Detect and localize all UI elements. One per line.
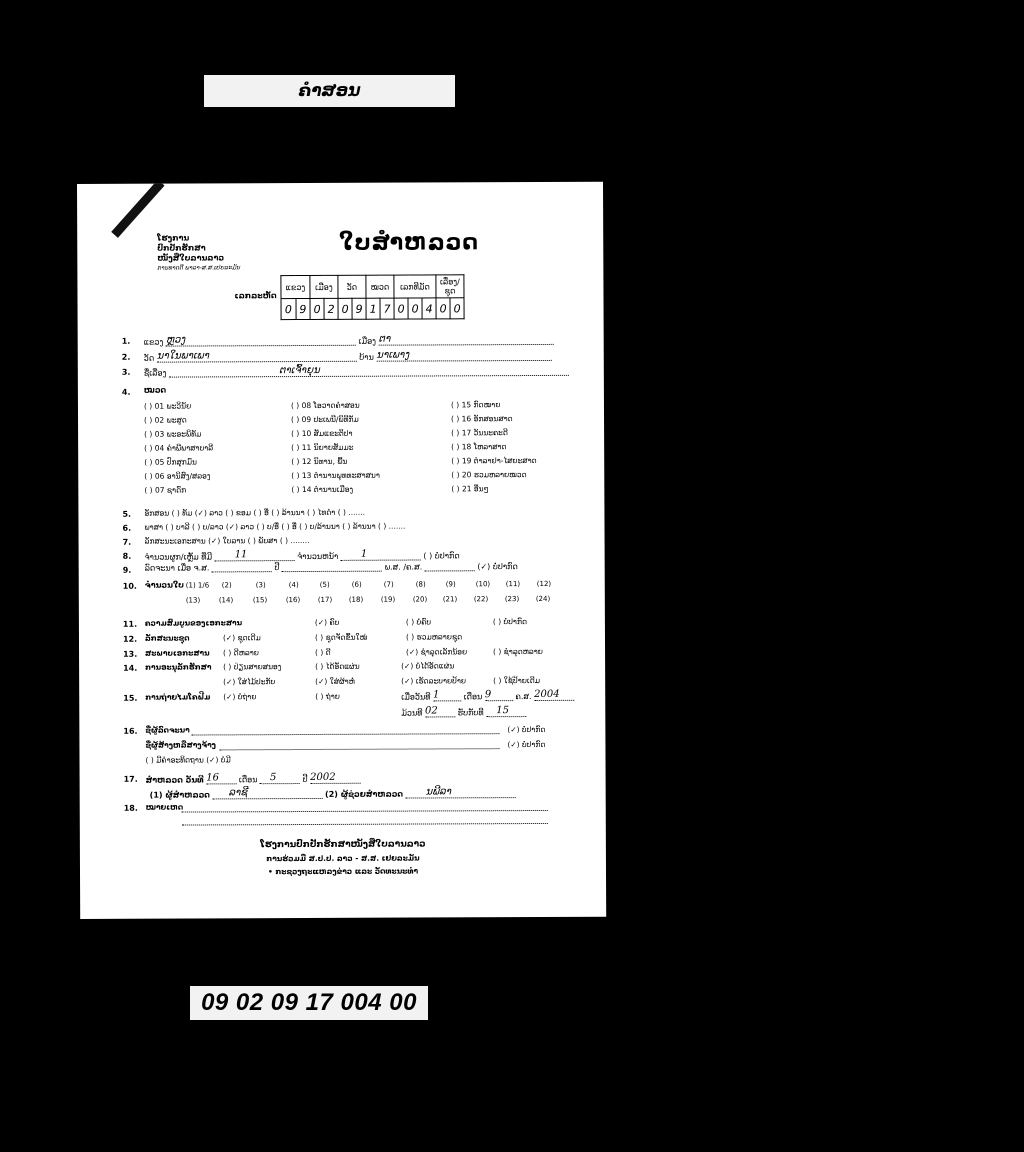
code-digit: 0 (281, 299, 296, 320)
field-number: 2. (121, 352, 131, 362)
completeness-label: ຄວາມສົມບູນຂອງເອກະສານ (144, 618, 243, 628)
province-label: ແຂວງ (143, 337, 164, 347)
leaf-count-cell: (5) (319, 580, 330, 589)
condition-option: (✓) ຊຳລຸດເລັກນ້ອຍ (406, 647, 468, 657)
org-line-2: ປົກປັກຮັກສາ (157, 243, 206, 253)
leaf-count-cell: (11) (505, 580, 521, 589)
sponsor-line (219, 748, 499, 750)
field-number: 17. (123, 774, 138, 784)
story-title-label: ຊື່ເລື່ອງ (143, 368, 167, 378)
microfilm-option: (✓) ບໍ່ຖ່າຍ (223, 692, 257, 702)
assistant-label: (2) ຜູ້ຊ່ວຍສຳຫລວດ (325, 789, 404, 799)
leaf-count-cell: (15) (252, 596, 268, 605)
leaf-count-cell: (16) (285, 596, 301, 605)
story-title-value: ຕາເຈົ້າຍຸນ (278, 364, 320, 377)
field-number: 18. (123, 803, 138, 813)
microfilm-year-value: 2004 (534, 688, 560, 701)
assistant-value: ນພີລາ (425, 786, 451, 798)
form-title: ໃບສຳຫລວດ (339, 230, 480, 256)
sponsor-not-shown: (✓) ບໍ່ປາກົດ (507, 739, 546, 750)
code-digit: 0 (408, 298, 422, 319)
leaf-count-cell: (9) (445, 580, 456, 589)
field-number: 4. (121, 387, 131, 397)
leaf-count-cell: (22) (473, 595, 489, 604)
village-value: ນາເພາງ (376, 349, 410, 361)
survey-month-label: ເດືອນ (238, 775, 258, 785)
inscription-year-label: ປີ (274, 563, 280, 573)
code-header-number: ເລກທີມັດ (394, 275, 436, 298)
set-type-option: (✓) ຊຸດເດີມ (222, 633, 261, 643)
condition-option: ( ) ດີຫລາຍ (223, 648, 259, 658)
category-option: ( ) 11 ນິຍາຍສັມມະ (291, 442, 354, 453)
leaf-count-label: ຈຳນວນໃບ (144, 580, 185, 590)
code-digit: 0 (310, 298, 324, 319)
code-digit: 7 (380, 298, 394, 319)
category-option: ( ) 01 ພະວິນັຍ (143, 401, 192, 411)
leaf-count-cell: (18) (348, 595, 364, 604)
code-digit: 1 (366, 298, 380, 319)
conservation-option: (✓) ໃສ່ໄມ້ປະກັບ (223, 677, 276, 687)
conservation-option: (✓) ໃສ່ຜ້າຫໍ່ (315, 676, 355, 686)
org-line-3: ໜັງສືໃບລານລາວ (157, 253, 225, 263)
surveyor-label: (1) ຜູ້ສຳຫລວດ (149, 790, 210, 800)
script-row: ອັກສອນ ( ) ທັມ (✓) ລາວ ( ) ຂອມ ( ) ອື່ ( ) ລ້ານນາ ( ) ໄທດຳ ( ) ....... (144, 507, 366, 518)
category-option: ( ) 09 ປະເພນີ/ພິທີກັມ (291, 414, 359, 425)
microfilm-date (401, 689, 574, 702)
organization-block (157, 233, 240, 273)
category-option: ( ) 15 ກົດໝາຍ (450, 400, 501, 410)
bundle-count-row (145, 548, 460, 561)
set-type-option: ( ) ຊຸດຈັດຂຶ້ນໃໝ່ (314, 632, 368, 642)
category-option: ( ) 19 ຕຳລາຢາ-ໄສຍະສາດ (451, 455, 537, 466)
completeness-option: ( ) ບໍ່ປາກົດ (492, 617, 528, 627)
field-number: 15. (123, 693, 138, 703)
inscription-era-label: ພ.ສ. /ຄ.ສ. (384, 562, 423, 572)
category-label: ໝວດ (143, 385, 167, 395)
field-number: 11. (122, 619, 138, 629)
temple-row (144, 349, 552, 363)
category-option: ( ) 18 ໂຫລາສາດ (451, 442, 507, 452)
title-row (144, 364, 569, 378)
conservation-option: ( ) ປ່ຽນສາຍສນອງ (223, 662, 282, 672)
category-option: ( ) 05 ປົກສຸກມົນ (144, 457, 198, 467)
inscription-date-row (145, 562, 518, 573)
code-table (280, 274, 464, 320)
province-row (144, 333, 554, 347)
microfilm-month-value: 9 (484, 689, 492, 701)
code-digit: 9 (296, 298, 311, 319)
leaf-count-cell: (13) (185, 596, 201, 605)
conservation-option: (✓) ເຮັດລະບາຍປ້າຍ (401, 676, 467, 686)
org-line-1: ໂຮງການ (157, 233, 190, 243)
inscription-not-shown: (✓) ບໍ່ປາກົດ (477, 562, 518, 572)
sponsor-label: ຊື່ຜູ້ສ້າງຫລືສາງຈ້າງ (145, 740, 216, 750)
province-value: ຫຼວງ (165, 334, 186, 346)
code-label: ເລກລະຫັດ (234, 291, 277, 301)
completeness-option: (✓) ຄົບ (314, 617, 340, 627)
code-digit: 4 (422, 298, 436, 319)
remarks-line (182, 823, 548, 826)
leaf-count-cell: (6) (351, 580, 362, 589)
inscription-date-label: ລົດຈະນາ ເມື່ອ ຈ.ສ. (144, 563, 210, 573)
category-option: ( ) 02 ພະສູດ (144, 415, 187, 425)
header-label: ຄຳສອນ (204, 75, 455, 107)
field-number: 6. (122, 523, 132, 533)
leaf-count-cell: (19) (380, 595, 396, 604)
document-code-label: 09 02 09 17 004 00 (190, 986, 428, 1020)
district-label: ເມືອງ (358, 336, 377, 346)
microfilm-option: ( ) ຖ່າຍ (315, 691, 340, 701)
frame-value: 15 (496, 705, 509, 717)
remarks-line (182, 810, 548, 813)
conservation-option: ( ) ໄດ້ອັດແຜ່ນ (315, 661, 360, 671)
completeness-option: ( ) ບໍ່ຄົບ (405, 617, 432, 627)
material-row: ລັກສະນະເອກະສານ (✓) ໃບລານ ( ) ພັບສາ ( ) ........ (144, 535, 310, 546)
conservation-label: ການອະນຸລັກຮັກສາ (145, 662, 212, 672)
category-option: ( ) 14 ຕຳນານເມືອງ (291, 484, 354, 495)
category-option: ( ) 21 ອື່ນໆ (451, 484, 489, 494)
field-number: 16. (123, 726, 138, 736)
category-option: ( ) 06 ອານິສົງ/ສລອງ (144, 471, 211, 481)
category-option: ( ) 13 ຕຳນານພຸທທະສາສນາ (291, 470, 380, 481)
field-number: 9. (122, 565, 132, 575)
category-option: ( ) 08 ໂອວາດຄຳສອນ (290, 400, 360, 411)
surveyor-value: ລາຊີ (228, 787, 248, 799)
temple-value: ນາໃນພາເພາ (156, 350, 210, 362)
code-header-district: ເມືອງ (310, 275, 338, 298)
prayer-row: ( ) ມີຄຳອະທິດຖານ (✓) ບໍ່ມີ (145, 755, 231, 765)
page-count-value: 1 (360, 548, 368, 560)
code-header-story: ເລື່ອງ/ຊຸດ (436, 275, 464, 298)
conservation-option: (✓) ບໍ່ໄດ້ອັດແຜ່ນ (401, 661, 455, 671)
temple-label: ວັດ (143, 353, 155, 363)
code-header-temple: ວັດ (338, 275, 366, 298)
leaf-count-cell: (10) (475, 580, 491, 589)
field-number: 8. (122, 551, 132, 561)
footer-line-1: ໂຮງການປົກປັກຮັກສາໜັງສືໃບລານລາວ (260, 839, 426, 851)
survey-year-label: ປີ (302, 774, 308, 785)
microfilm-day-label: ເມື່ອວັນທີ (401, 692, 431, 702)
code-header-category: ໝວດ (366, 275, 394, 298)
condition-option: ( ) ຊຳລຸດຫລາຍ (493, 646, 543, 657)
code-digit: 0 (436, 298, 450, 319)
code-digit: 0 (450, 298, 464, 319)
field-number: 7. (122, 537, 132, 547)
condition-label: ສະພາບເອກະສານ (145, 648, 210, 658)
microfilm-year-label: ຄ.ສ. (515, 692, 532, 702)
code-digit: 0 (394, 298, 408, 319)
microfilm-month-label: ເດືອນ (463, 692, 483, 702)
conservation-option: ( ) ໃຊ້ປ້າຍເດີມ (493, 675, 541, 686)
footer-line-3: • ກະຊວງຖະແຫລງຂ່າວ ແລະ ວັດທະນະທຳ (267, 866, 419, 877)
leaf-count-cell: (21) (442, 595, 458, 604)
scribe-line (191, 733, 499, 735)
field-number: 10. (122, 581, 137, 591)
logo-stripe (111, 182, 164, 238)
category-option: ( ) 16 ອັກສອນສາດ (451, 414, 513, 424)
field-number: 3. (121, 367, 131, 377)
leaf-count-cell: (4) (288, 581, 299, 590)
field-number: 5. (122, 509, 132, 519)
village-label: ບ້ານ (359, 352, 374, 362)
leaf-count-cell: (12) (536, 579, 552, 588)
bundle-count-label: ຈຳນວນຜູກ/ເຫຼັ້ມ ທີ່ມີ (144, 552, 213, 562)
microfilm-reel (401, 705, 526, 718)
leaf-count-cell: (2) (221, 581, 232, 590)
code-digit: 9 (352, 298, 366, 319)
condition-option: ( ) ດີ (315, 647, 331, 657)
leaf-count-cell: (17) (317, 595, 333, 604)
survey-form-sheet (77, 182, 606, 919)
org-line-4: ການທາດດີ ພາລາ-ສ.ສ.ເຢຍລະມັນ (157, 264, 241, 272)
leaf-count-cell: (14) (218, 596, 234, 605)
survey-year-value: 2002 (310, 771, 336, 783)
category-option: ( ) 07 ຊາດົກ (144, 485, 187, 495)
leaf-count-cell: (7) (383, 580, 394, 589)
microfilm-label: ການຖ່າຍໄມໂຄຟີມ (145, 692, 211, 702)
category-option: ( ) 20 ຮວມຫລາຍໝວດ (451, 470, 527, 480)
leaf-count-cell: (3) (255, 581, 266, 590)
footer-line-2: ການຮ່ວມມື ສ.ປ.ປ. ລາວ - ສ.ສ. ເຢຍລະມັນ (266, 853, 420, 864)
set-type-label: ລັກສະນະຊຸດ (144, 633, 190, 643)
scribe-not-shown: (✓) ບໍ່ປາກົດ (507, 724, 546, 735)
surveyor-row (150, 786, 516, 800)
survey-day-value: 16 (206, 772, 220, 784)
survey-month-value: 5 (270, 772, 277, 784)
leaf-count-cell: (23) (504, 595, 520, 604)
bundle-not-shown: ( ) ບໍ່ປາກົດ (423, 551, 460, 561)
code-header-province: ແຂວງ (281, 275, 310, 298)
field-number: 13. (123, 649, 138, 659)
district-value: ຕາ (378, 333, 391, 345)
category-option: ( ) 12 ນິທານ, ພື້ນ (291, 456, 348, 467)
leaf-count-cell: (1) 1/6 (185, 581, 210, 590)
category-option: ( ) 10 ສັມແຂະຕິປາ (291, 428, 353, 439)
leaf-count-cell: (20) (412, 595, 428, 604)
category-option: ( ) 04 ຄຳພີພາສາບາລີ (144, 443, 214, 453)
field-number: 14. (123, 663, 138, 673)
set-type-option: ( ) ຮວມຫລາຍຊຸດ (405, 632, 463, 642)
field-number: 12. (122, 634, 138, 644)
survey-date-row (146, 772, 361, 785)
remarks-label: ໝາຍເຫດ (145, 802, 184, 812)
category-option: ( ) 03 ພະອະພິທັມ (144, 429, 202, 439)
survey-date-label: ສຳຫລວດ ວັນທີ (145, 775, 204, 785)
code-digit: 0 (338, 298, 352, 319)
language-row: ພາສາ ( ) ບາລີ ( ) ບ/ລາວ (✓) ລາວ ( ) ບ/ອື່ ( ) ອື່ ( ) ບ/ລ້ານນາ ( ) ລ້ານນາ ( ) ....... (144, 521, 406, 532)
category-option: ( ) 17 ວັນນະຄະດີ (451, 428, 508, 438)
scribe-label: ຊື່ຜູ້ລົດຈະນາ (145, 725, 190, 735)
code-digit: 2 (324, 298, 338, 319)
field-number: 1. (121, 336, 131, 346)
page-count-label: ຈຳນວນຫນ້າ (297, 551, 339, 562)
bundle-count-value: 11 (234, 549, 248, 561)
leaf-count-cell: (24) (535, 594, 551, 604)
frame-label: ຮັບກັບທີ (457, 708, 484, 718)
leaf-count-cell: (8) (415, 580, 426, 589)
reel-label: ມ້ວນທີ (401, 708, 423, 718)
microfilm-day-value: 1 (433, 689, 440, 701)
reel-value: 02 (425, 705, 438, 717)
